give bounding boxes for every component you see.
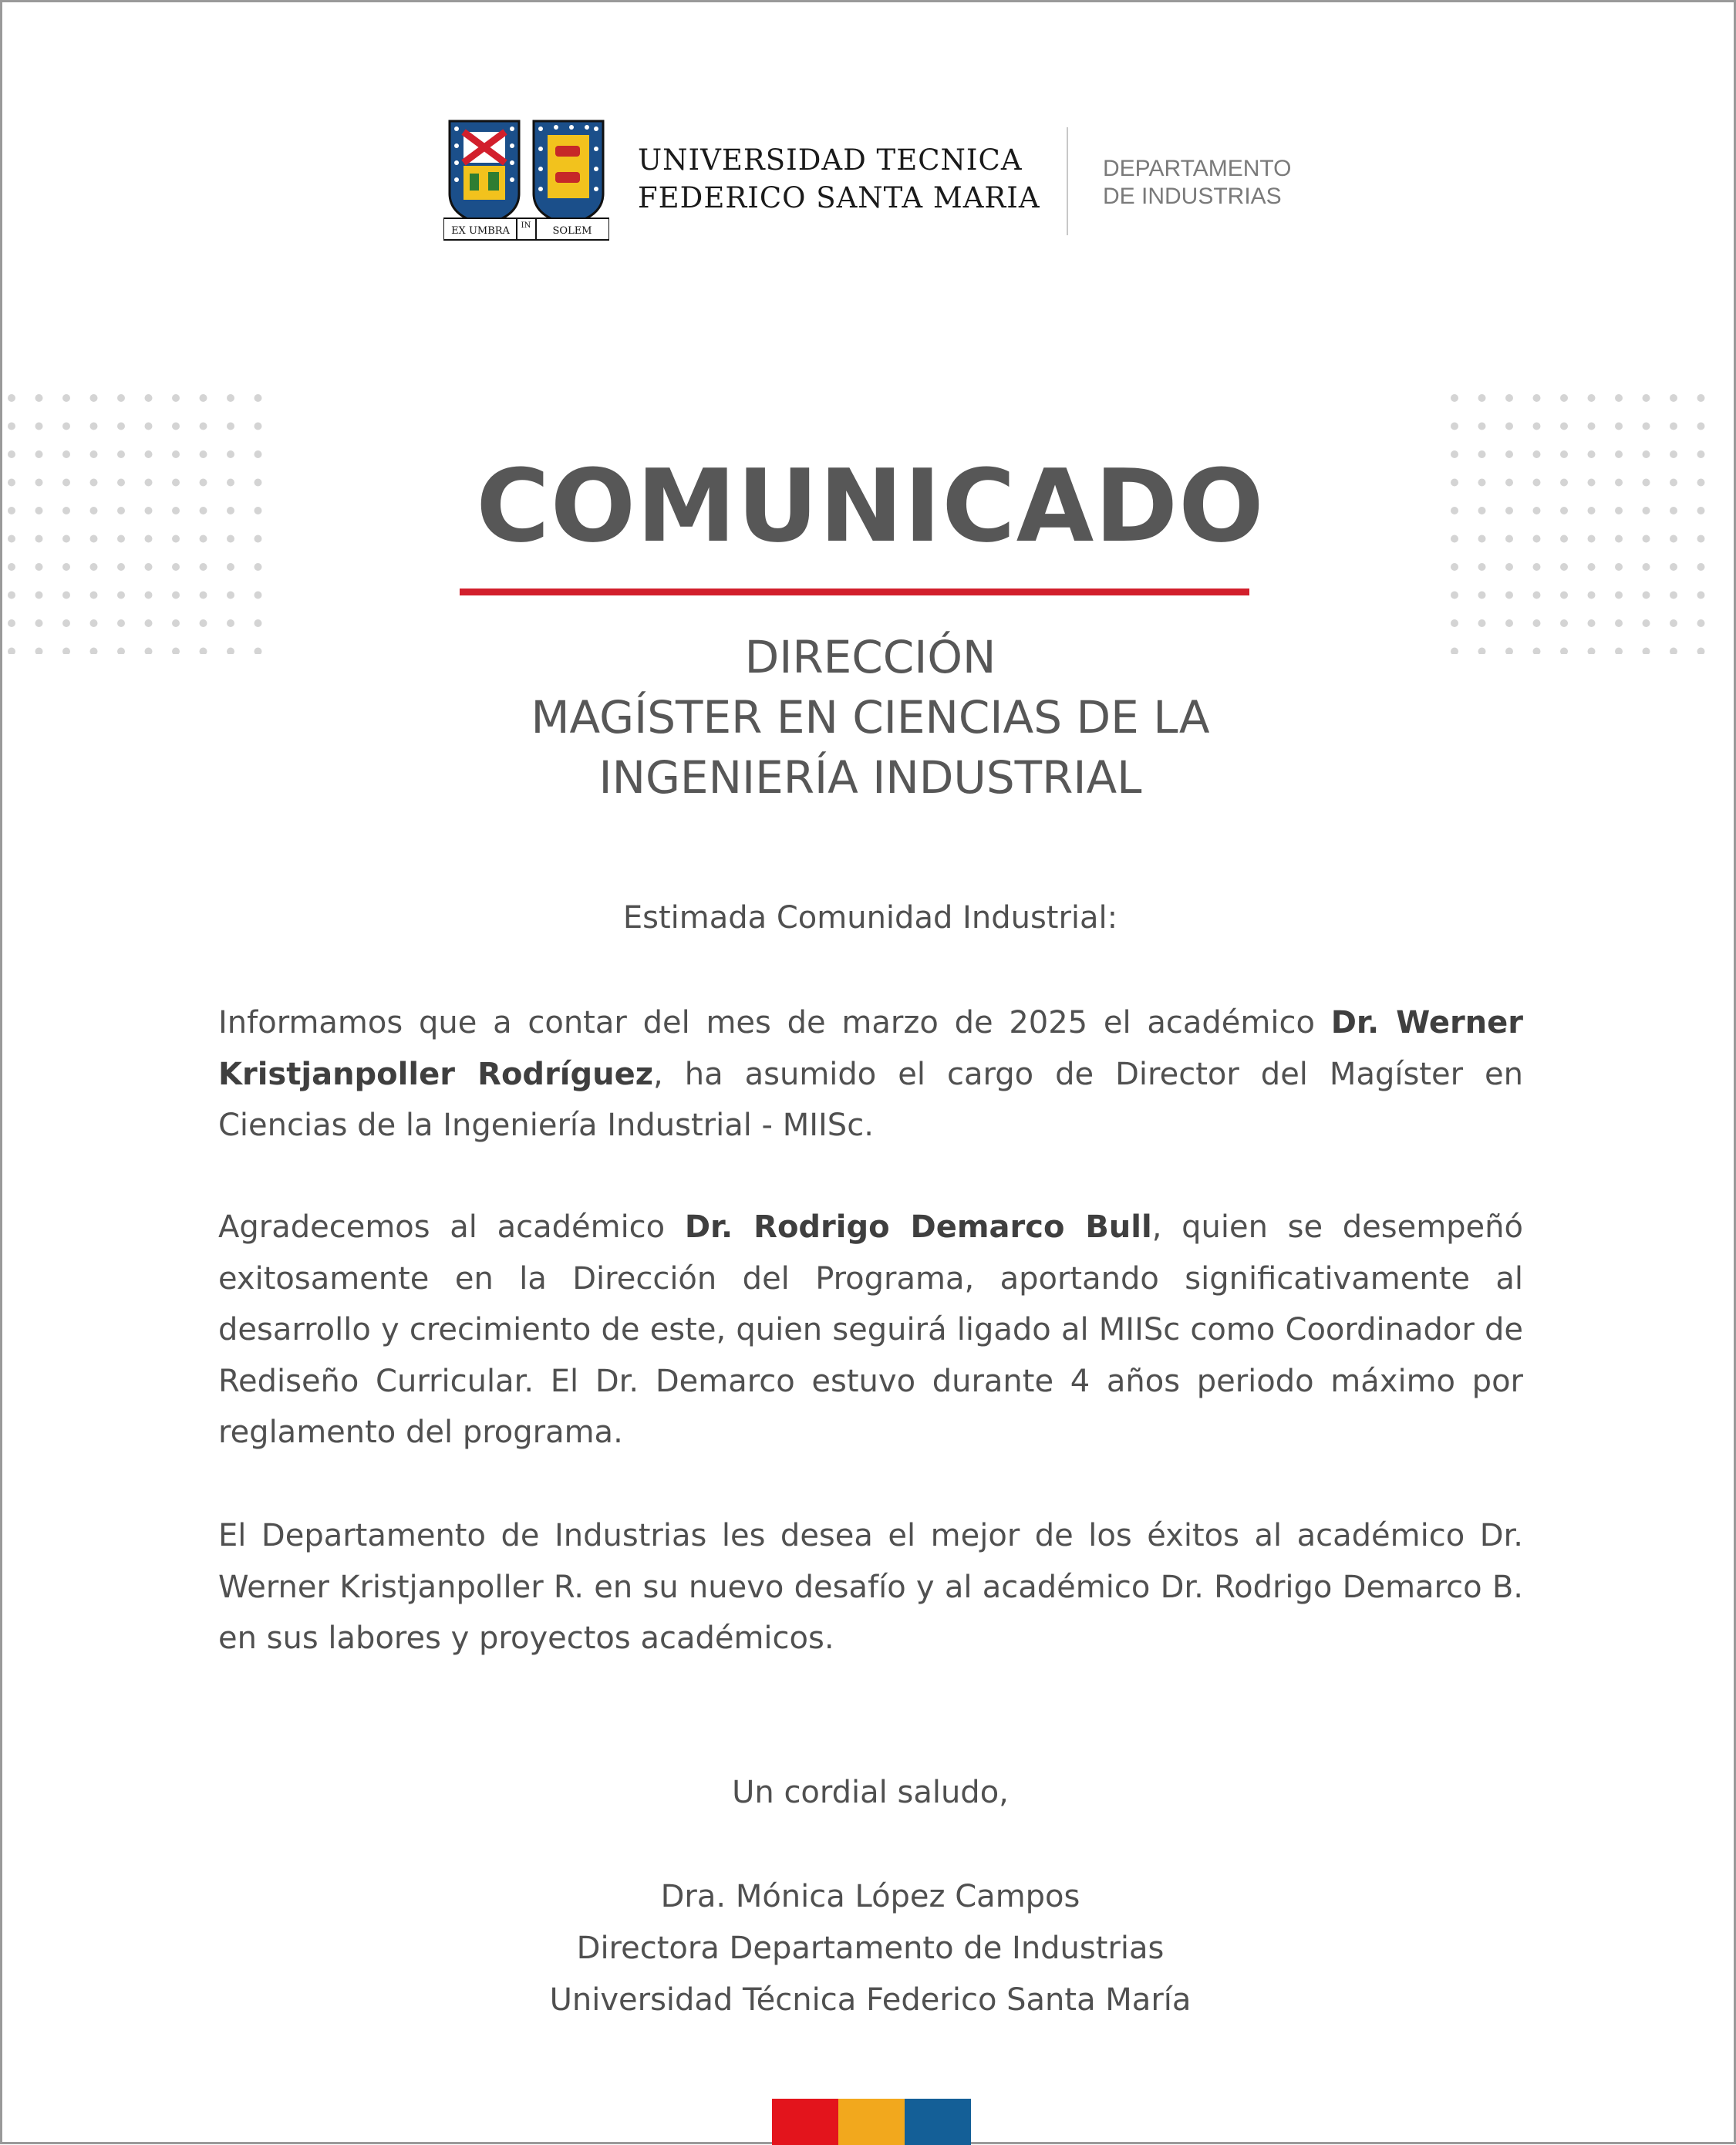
decorative-dot bbox=[117, 394, 125, 402]
decorative-dot bbox=[1478, 592, 1486, 599]
decorative-dot bbox=[35, 394, 43, 402]
decorative-dot bbox=[1560, 423, 1568, 430]
decorative-dot bbox=[227, 394, 234, 402]
decorative-dot bbox=[1478, 394, 1486, 402]
decorative-dot bbox=[8, 563, 15, 571]
decorative-dot bbox=[62, 619, 70, 627]
decorative-dot bbox=[1588, 619, 1596, 627]
decorative-dot bbox=[1615, 423, 1623, 430]
decorative-dot bbox=[35, 563, 43, 571]
decorative-dot bbox=[8, 619, 15, 627]
decorative-dot bbox=[145, 592, 153, 599]
decorative-dot bbox=[90, 619, 98, 627]
decorative-dot bbox=[1615, 394, 1623, 402]
signature-block bbox=[2, 1871, 1736, 2026]
paragraph-new-director bbox=[218, 997, 1523, 1152]
decorative-dot bbox=[1533, 563, 1541, 571]
subtitle-line3: INGENIERÍA INDUSTRIAL bbox=[598, 751, 1142, 804]
decorative-dot bbox=[200, 619, 207, 627]
decorative-dot bbox=[227, 563, 234, 571]
decorative-dot bbox=[117, 592, 125, 599]
subtitle bbox=[2, 627, 1736, 808]
decorative-dot bbox=[145, 563, 153, 571]
decorative-dot bbox=[1670, 423, 1677, 430]
decorative-dot bbox=[62, 563, 70, 571]
decorative-dot bbox=[1560, 563, 1568, 571]
department-name-line2: DE INDUSTRIAS bbox=[1103, 184, 1282, 209]
decorative-dot bbox=[255, 423, 262, 430]
decorative-dot bbox=[1588, 592, 1596, 599]
decorative-dot bbox=[1505, 423, 1513, 430]
decorative-dot bbox=[172, 563, 180, 571]
subtitle-line2: MAGÍSTER EN CIENCIAS DE LA bbox=[531, 691, 1210, 744]
decorative-dot bbox=[1478, 563, 1486, 571]
decorative-dot bbox=[1588, 394, 1596, 402]
decorative-dot bbox=[1533, 592, 1541, 599]
decorative-dot bbox=[1451, 619, 1458, 627]
new-director-name: Dr. Werner Kristjanpoller Rodríguez bbox=[218, 1005, 1524, 1092]
paragraph-former-director bbox=[218, 1202, 1523, 1459]
university-name-line2: FEDERICO SANTA MARIA bbox=[638, 181, 1040, 214]
decorative-dot bbox=[1451, 394, 1458, 402]
paragraph1-text-after: , ha asumido el cargo de Director del Magíster en Ciencias de la Ingeniería Industrial - MIISc. bbox=[218, 1056, 1523, 1143]
decorative-dot bbox=[255, 394, 262, 402]
decorative-dot bbox=[1670, 619, 1677, 627]
svg-text:EX UMBRA: EX UMBRA bbox=[451, 225, 510, 237]
decorative-dot bbox=[1560, 619, 1568, 627]
decorative-dot bbox=[172, 592, 180, 599]
decorative-dot bbox=[90, 563, 98, 571]
decorative-dot bbox=[8, 423, 15, 430]
decorative-dot bbox=[1697, 423, 1705, 430]
decorative-dot bbox=[1588, 563, 1596, 571]
decorative-dot bbox=[1478, 619, 1486, 627]
page-title: COMUNICADO bbox=[476, 447, 1265, 565]
color-bar-red bbox=[772, 2099, 838, 2145]
decorative-dot bbox=[90, 592, 98, 599]
decorative-dot bbox=[1643, 563, 1650, 571]
paragraph2-text-after: , quien se desempeñó exitosamente en la Dirección del Programa, aportando significativamente al desarrollo y crecimiento de este, quien seguirá ligado al MIISc como Coordinador de Rediseño Curricular. El Dr. Demarco estuvo durante 4 años periodo máximo por reglamento del programa. bbox=[218, 1209, 1523, 1450]
paragraph1-text-before: Informamos que a contar del mes de marzo de 2025 el académico bbox=[218, 1005, 1331, 1040]
decorative-dot bbox=[1533, 619, 1541, 627]
decorative-dot bbox=[1697, 563, 1705, 571]
svg-text:IN: IN bbox=[521, 221, 531, 230]
university-crest-logo bbox=[443, 118, 609, 243]
signatory-name: Dra. Mónica López Campos bbox=[660, 1879, 1080, 1914]
decorative-dot bbox=[200, 592, 207, 599]
decorative-dot bbox=[62, 592, 70, 599]
brand-color-bar bbox=[772, 2099, 971, 2145]
signatory-role: Directora Departamento de Industrias bbox=[576, 1931, 1165, 1966]
svg-text:SOLEM: SOLEM bbox=[552, 225, 592, 237]
title-underline bbox=[460, 589, 1249, 595]
former-director-name: Dr. Rodrigo Demarco Bull bbox=[684, 1209, 1152, 1245]
decorative-dot bbox=[200, 563, 207, 571]
decorative-dot bbox=[1697, 619, 1705, 627]
decorative-dot bbox=[1643, 592, 1650, 599]
decorative-dot bbox=[1697, 592, 1705, 599]
decorative-dot bbox=[145, 423, 153, 430]
decorative-dot bbox=[1643, 619, 1650, 627]
decorative-dot bbox=[1670, 592, 1677, 599]
paragraph2-text-before: Agradecemos al académico bbox=[218, 1209, 685, 1245]
decorative-dot bbox=[1615, 563, 1623, 571]
decorative-dot bbox=[1533, 423, 1541, 430]
decorative-dot bbox=[255, 619, 262, 627]
decorative-dot bbox=[255, 563, 262, 571]
decorative-dot bbox=[1643, 394, 1650, 402]
decorative-dot bbox=[90, 423, 98, 430]
decorative-dot bbox=[1451, 592, 1458, 599]
decorative-dot bbox=[8, 592, 15, 599]
university-name-line1: UNIVERSIDAD TECNICA bbox=[638, 143, 1023, 177]
decorative-dot bbox=[35, 619, 43, 627]
decorative-dot bbox=[1451, 563, 1458, 571]
subtitle-line1: DIRECCIÓN bbox=[744, 631, 996, 683]
decorative-dot bbox=[1615, 592, 1623, 599]
decorative-dot bbox=[200, 394, 207, 402]
paragraph-best-wishes: El Departamento de Industrias les desea el mejor de los éxitos al académico Dr. Werner Kristjanpoller R. en su nuevo desafío y al académico Dr. Rodrigo Demarco B. en sus labores y proyectos académicos. bbox=[218, 1518, 1523, 1656]
closing-salutation: Un cordial saludo, bbox=[732, 1775, 1009, 1810]
decorative-dot bbox=[117, 619, 125, 627]
decorative-dot bbox=[1697, 394, 1705, 402]
decorative-dot bbox=[200, 423, 207, 430]
decorative-dot bbox=[90, 394, 98, 402]
decorative-dot bbox=[1451, 423, 1458, 430]
decorative-dot bbox=[62, 394, 70, 402]
decorative-dot bbox=[1615, 619, 1623, 627]
decorative-dot bbox=[1505, 592, 1513, 599]
decorative-dot bbox=[1478, 423, 1486, 430]
decorative-dot bbox=[1560, 592, 1568, 599]
greeting: Estimada Comunidad Industrial: bbox=[622, 900, 1118, 936]
decorative-dot bbox=[1670, 394, 1677, 402]
decorative-dot bbox=[172, 394, 180, 402]
decorative-dot bbox=[1505, 619, 1513, 627]
signatory-institution: Universidad Técnica Federico Santa María bbox=[549, 1982, 1192, 2018]
decorative-dot bbox=[145, 619, 153, 627]
decorative-dot bbox=[227, 619, 234, 627]
decorative-dot bbox=[172, 423, 180, 430]
decorative-dot bbox=[1670, 563, 1677, 571]
decorative-dot bbox=[117, 423, 125, 430]
decorative-dot bbox=[35, 423, 43, 430]
decorative-dot bbox=[35, 592, 43, 599]
decorative-dot bbox=[145, 394, 153, 402]
decorative-dot bbox=[8, 394, 15, 402]
decorative-dot bbox=[255, 592, 262, 599]
color-bar-yellow bbox=[838, 2099, 905, 2145]
department-name-line1: DEPARTAMENTO bbox=[1103, 156, 1292, 181]
decorative-dot bbox=[1588, 423, 1596, 430]
decorative-dot bbox=[172, 619, 180, 627]
header-divider bbox=[1067, 127, 1068, 235]
decorative-dot bbox=[1505, 394, 1513, 402]
decorative-dot bbox=[227, 423, 234, 430]
decorative-dot bbox=[1533, 394, 1541, 402]
department-name bbox=[1103, 155, 1291, 211]
decorative-dot bbox=[1560, 394, 1568, 402]
decorative-dot bbox=[62, 423, 70, 430]
color-bar-blue bbox=[905, 2099, 971, 2145]
decorative-dot bbox=[1643, 423, 1650, 430]
university-name bbox=[638, 141, 1040, 217]
decorative-dot bbox=[227, 592, 234, 599]
decorative-dot bbox=[1505, 563, 1513, 571]
decorative-dot bbox=[117, 563, 125, 571]
header bbox=[443, 118, 1307, 245]
